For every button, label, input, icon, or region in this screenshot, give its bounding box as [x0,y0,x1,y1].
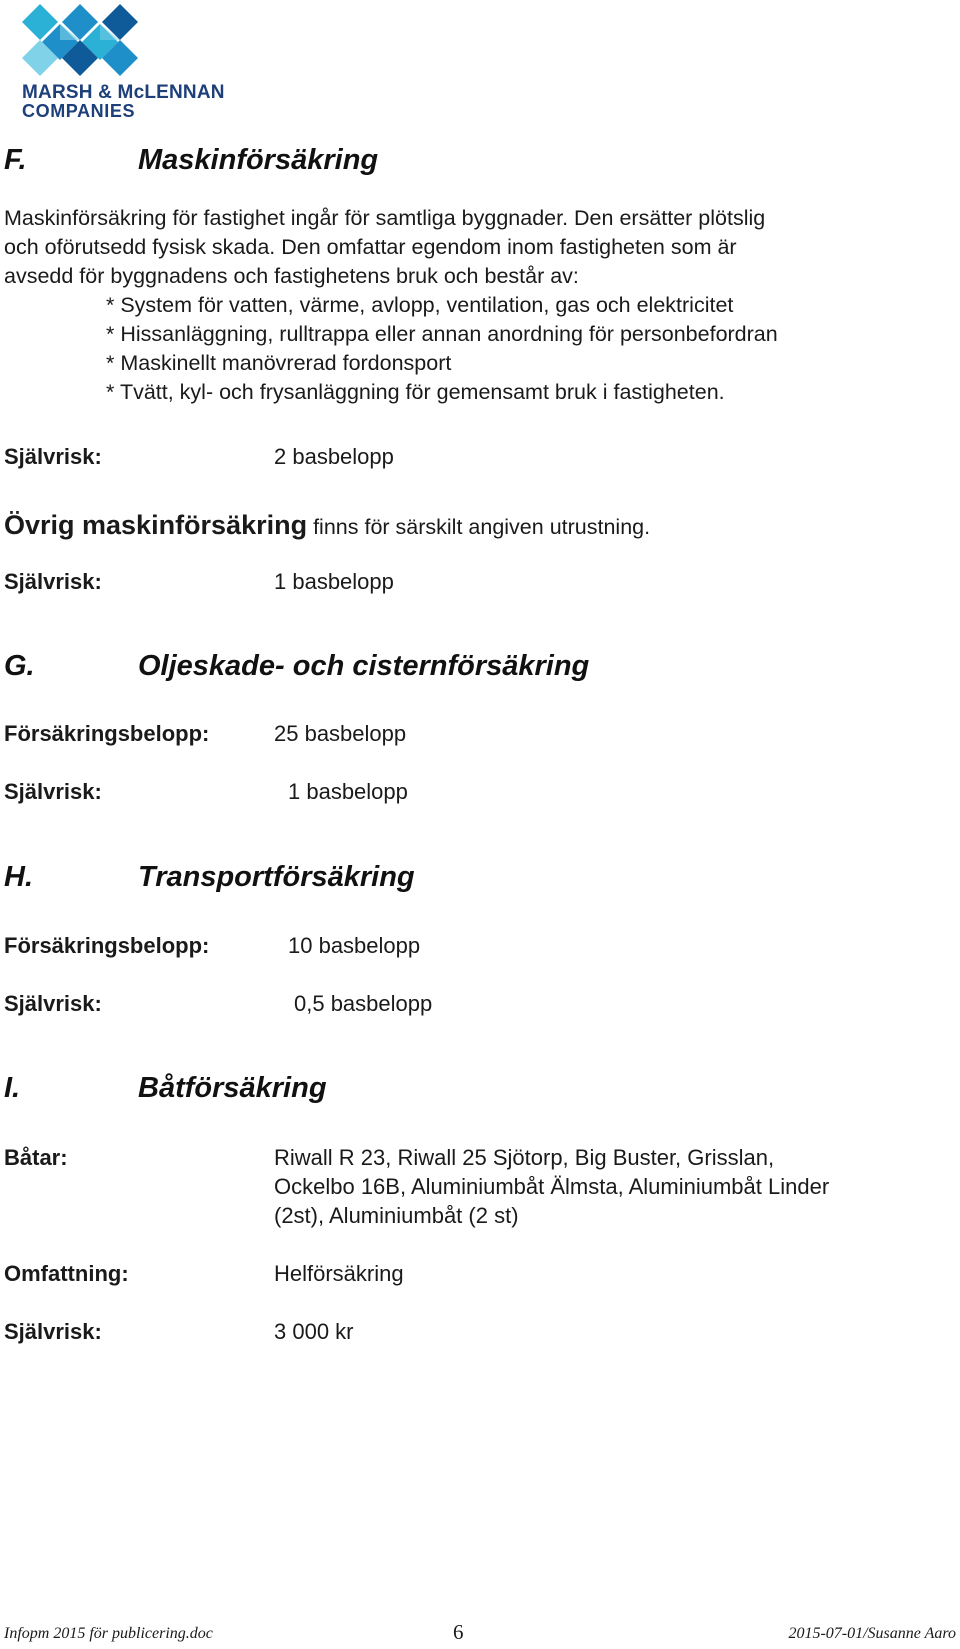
section-i-scope-value: Helförsäkring [274,1261,404,1286]
section-i-deductible-value: 3 000 kr [274,1319,354,1344]
section-f-paragraph-line: Maskinförsäkring för fastighet ingår för samtliga byggnader. Den ersätter plötslig [4,206,766,230]
section-i-deductible-label: Självrisk: [4,1319,102,1344]
section-h-heading [0,861,960,897]
section-f-bullet: * Maskinellt manövrerad fordonsport [106,351,452,375]
section-i-boats-line: Ockelbo 16B, Aluminiumbåt Älmsta, Aluminiumbåt Linder [274,1174,830,1199]
section-f-deductible-label: Självrisk: [4,444,102,469]
footer-date-author: 2015-07-01/Susanne Aaro [788,1625,956,1642]
other-machinery-line [4,510,650,541]
section-g-title: Oljeskade- och cisternförsäkring [138,650,590,682]
section-h-letter: H. [4,861,33,893]
section-f-bullet: * Tvätt, kyl- och frysanläggning för gemensamt bruk i fastigheten. [106,380,725,404]
section-f-deductible-value: 2 basbelopp [274,444,394,469]
section-g-deductible-label: Självrisk: [4,779,102,804]
logo-mark-icon [22,4,138,76]
section-i-letter: I. [4,1072,21,1104]
section-g-amount-label: Försäkringsbelopp: [4,721,210,746]
section-i-scope-label: Omfattning: [4,1261,129,1286]
other-machinery-text: finns för särskilt angiven utrustning. [307,515,651,539]
section-f-paragraph-line: avsedd för byggnadens och fastighetens bruk och består av: [4,264,579,288]
other-machinery-deductible-value: 1 basbelopp [274,569,394,594]
section-f-paragraph-line: och oförutsedd fysisk skada. Den omfattar egendom inom fastigheten som är [4,235,737,259]
other-machinery-title: Övrig maskinförsäkring [4,510,308,540]
section-h-deductible-label: Självrisk: [4,991,102,1016]
section-i-boats-label: Båtar: [4,1145,68,1170]
section-i-heading [0,1072,960,1108]
section-g-amount-value: 25 basbelopp [274,721,407,746]
company-logo [18,4,225,121]
section-i-boats-line: (2st), Aluminiumbåt (2 st) [274,1203,519,1228]
logo-text-line1: MARSH & McLENNAN [22,82,225,103]
other-machinery-deductible-label: Självrisk: [4,569,102,594]
page-number: 6 [453,1620,464,1644]
section-f-title: Maskinförsäkring [138,144,379,176]
section-g-heading [0,650,960,686]
section-h-title: Transportförsäkring [138,861,415,893]
logo-text-line2: COMPANIES [22,101,136,121]
section-f-letter: F. [4,144,27,176]
section-i-title: Båtförsäkring [138,1072,327,1104]
section-h-amount-value: 10 basbelopp [288,933,421,958]
section-g-deductible-value: 1 basbelopp [288,779,408,804]
footer-filename: Infopm 2015 för publicering.doc [4,1625,213,1642]
section-g-letter: G. [4,650,35,682]
section-f-bullet: * Hissanläggning, rulltrappa eller annan anordning för personbefordran [106,322,778,346]
section-i-boats-line: Riwall R 23, Riwall 25 Sjötorp, Big Buster, Grisslan, [274,1145,775,1170]
section-h-deductible-value: 0,5 basbelopp [294,991,433,1016]
section-f-bullet: * System för vatten, värme, avlopp, ventilation, gas och elektricitet [106,293,734,317]
section-f-heading [0,144,960,180]
section-h-amount-label: Försäkringsbelopp: [4,933,210,958]
